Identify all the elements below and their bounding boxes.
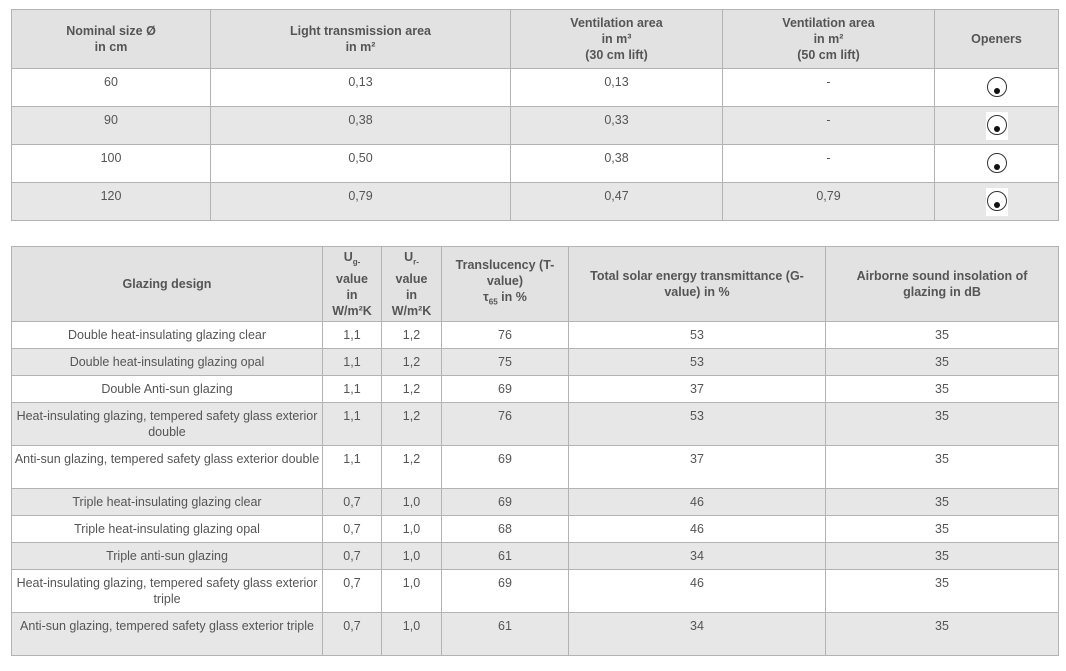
cell-translucency: 69: [442, 376, 569, 403]
cell-ug: 1,1: [323, 403, 382, 446]
cell-ur: 1,0: [382, 613, 442, 656]
table-row: [12, 543, 1059, 570]
cell-design: Triple heat-insulating glazing opal: [12, 516, 323, 543]
header-ug-line3: in: [346, 287, 358, 302]
cell-ur: 1,0: [382, 543, 442, 570]
cell-size: 90: [12, 107, 211, 145]
cell-ug: 1,1: [323, 349, 382, 376]
header-translucency-line1: Translucency (T-: [455, 258, 555, 273]
cell-design: Triple anti-sun glazing: [12, 543, 323, 570]
header-ug-symbol: U: [343, 250, 353, 265]
header-nominal-size: [12, 10, 211, 69]
cell-ur: 1,0: [382, 516, 442, 543]
cell-solar: 46: [569, 516, 826, 543]
cell-sound: 35: [826, 349, 1059, 376]
cell-opener: [935, 145, 1059, 183]
cell-vent30: 0,38: [511, 145, 723, 183]
cell-sound: 35: [826, 543, 1059, 570]
header-ur-symbol: U: [404, 250, 414, 265]
cell-ur: 1,2: [382, 403, 442, 446]
header-ug-subscript: g-: [352, 257, 361, 267]
cell-solar: 34: [569, 613, 826, 656]
opener-icon: [987, 191, 1007, 211]
cell-design: Anti-sun glazing, tempered safety glass exterior double: [12, 446, 323, 489]
header-solar-line2: value) in %: [664, 285, 730, 299]
header-light-transmission: [211, 10, 511, 69]
cell-design: Triple heat-insulating glazing clear: [12, 489, 323, 516]
header-glazing-design: Glazing design: [12, 247, 323, 322]
header-ur-line2: value: [395, 271, 428, 286]
header-sound-insulation: [826, 247, 1059, 322]
cell-translucency: 69: [442, 446, 569, 489]
cell-translucency: 75: [442, 349, 569, 376]
cell-design: Double heat-insulating glazing clear: [12, 322, 323, 349]
cell-ur: 1,2: [382, 376, 442, 403]
cell-vent50: -: [723, 69, 935, 107]
header-ventilation-50-line2: in m²: [813, 32, 844, 46]
header-light-transmission-line2: in m²: [345, 40, 376, 54]
cell-light: 0,38: [211, 107, 511, 145]
cell-ur: 1,0: [382, 489, 442, 516]
header-translucency-subscript: 65: [488, 297, 498, 307]
cell-ug: 0,7: [323, 570, 382, 613]
cell-sound: 35: [826, 446, 1059, 489]
cell-design: Heat-insulating glazing, tempered safety glass exterior double: [12, 403, 323, 446]
cell-sound: 35: [826, 322, 1059, 349]
cell-design: Heat-insulating glazing, tempered safety glass exterior triple: [12, 570, 323, 613]
header-ventilation-30-line2: in m³: [601, 32, 632, 46]
opener-icon: [987, 153, 1007, 173]
cell-solar: 37: [569, 376, 826, 403]
header-translucency-unit: in %: [497, 290, 527, 305]
header-ur-value: [382, 247, 442, 322]
cell-design: Double Anti-sun glazing: [12, 376, 323, 403]
cell-solar: 37: [569, 446, 826, 489]
cell-vent30: 0,47: [511, 183, 723, 221]
cell-sound: 35: [826, 516, 1059, 543]
cell-ug: 0,7: [323, 543, 382, 570]
cell-design: Double heat-insulating glazing opal: [12, 349, 323, 376]
cell-translucency: 76: [442, 403, 569, 446]
opener-icon-wrap: [986, 112, 1008, 140]
cell-translucency: 61: [442, 543, 569, 570]
dimensions-table: [11, 9, 1059, 221]
cell-ug: 1,1: [323, 322, 382, 349]
cell-opener: [935, 183, 1059, 221]
header-openers: [935, 10, 1059, 69]
header-ur-line3: in: [405, 287, 418, 302]
table-row: [12, 403, 1059, 446]
cell-design: Anti-sun glazing, tempered safety glass exterior triple: [12, 613, 323, 656]
cell-translucency: 68: [442, 516, 569, 543]
table-row: [12, 489, 1059, 516]
header-openers-label: Openers: [971, 32, 1022, 46]
header-ventilation-30: [511, 10, 723, 69]
cell-size: 100: [12, 145, 211, 183]
cell-ug: 0,7: [323, 489, 382, 516]
glazing-header-row: [12, 247, 1059, 322]
header-ventilation-30-line1: Ventilation area: [570, 16, 663, 30]
table-row: [12, 322, 1059, 349]
cell-solar: 46: [569, 489, 826, 516]
header-translucency: [442, 247, 569, 322]
cell-ur: 1,2: [382, 349, 442, 376]
cell-solar: 53: [569, 322, 826, 349]
cell-ur: 1,2: [382, 322, 442, 349]
opener-icon: [987, 77, 1007, 97]
cell-sound: 35: [826, 489, 1059, 516]
table-row: [12, 349, 1059, 376]
cell-sound: 35: [826, 403, 1059, 446]
cell-vent50: -: [723, 145, 935, 183]
cell-solar: 53: [569, 349, 826, 376]
cell-solar: 53: [569, 403, 826, 446]
header-ur-subscript: r-: [413, 257, 419, 267]
opener-icon-wrap: [986, 74, 1008, 102]
table-row: [12, 613, 1059, 656]
cell-ug: 1,1: [323, 376, 382, 403]
cell-translucency: 69: [442, 489, 569, 516]
cell-vent50: -: [723, 107, 935, 145]
cell-translucency: 76: [442, 322, 569, 349]
header-ur-line4: W/m²K: [391, 303, 432, 318]
table-row: [12, 516, 1059, 543]
cell-vent50: 0,79: [723, 183, 935, 221]
header-ventilation-50: [723, 10, 935, 69]
cell-light: 0,13: [211, 69, 511, 107]
cell-translucency: 69: [442, 570, 569, 613]
cell-translucency: 61: [442, 613, 569, 656]
table-row: [12, 183, 1059, 221]
cell-solar: 34: [569, 543, 826, 570]
cell-ug: 1,1: [323, 446, 382, 489]
header-solar-line1: Total solar energy transmittance (G-: [590, 269, 804, 283]
opener-icon: [987, 115, 1007, 135]
header-nominal-size-line2: in cm: [94, 40, 128, 54]
header-solar-transmittance: [569, 247, 826, 322]
cell-opener: [935, 69, 1059, 107]
cell-solar: 46: [569, 570, 826, 613]
cell-sound: 35: [826, 613, 1059, 656]
cell-vent30: 0,13: [511, 69, 723, 107]
cell-light: 0,50: [211, 145, 511, 183]
cell-size: 60: [12, 69, 211, 107]
cell-sound: 35: [826, 376, 1059, 403]
header-ug-line4: W/m²K: [332, 303, 372, 318]
table-row: [12, 145, 1059, 183]
cell-ur: 1,2: [382, 446, 442, 489]
cell-size: 120: [12, 183, 211, 221]
header-translucency-line2: value): [486, 274, 524, 289]
cell-vent30: 0,33: [511, 107, 723, 145]
table-row: [12, 376, 1059, 403]
glazing-table: [11, 246, 1059, 656]
header-light-transmission-line1: Light transmission area: [289, 24, 431, 38]
table-row: [12, 446, 1059, 489]
header-sound-line1: Airborne sound insolation of: [856, 269, 1028, 283]
dimensions-header-row: [12, 10, 1059, 69]
cell-sound: 35: [826, 570, 1059, 613]
header-ventilation-30-line3: (30 cm lift): [585, 48, 648, 62]
header-ventilation-50-line1: Ventilation area: [782, 16, 875, 30]
header-translucency-tau: τ: [483, 290, 489, 305]
header-ug-value: [323, 247, 382, 322]
header-ventilation-50-line3: (50 cm lift): [797, 48, 860, 62]
table-row: [12, 69, 1059, 107]
header-nominal-size-line1: Nominal size Ø: [66, 24, 156, 38]
opener-icon-wrap: [986, 150, 1008, 178]
cell-ug: 0,7: [323, 613, 382, 656]
cell-light: 0,79: [211, 183, 511, 221]
table-row: [12, 570, 1059, 613]
opener-icon-wrap: [986, 188, 1008, 216]
cell-opener: [935, 107, 1059, 145]
cell-ug: 0,7: [323, 516, 382, 543]
header-sound-line2: glazing in dB: [903, 285, 981, 299]
table-row: [12, 107, 1059, 145]
cell-ur: 1,0: [382, 570, 442, 613]
header-ug-line2: value: [336, 271, 368, 286]
